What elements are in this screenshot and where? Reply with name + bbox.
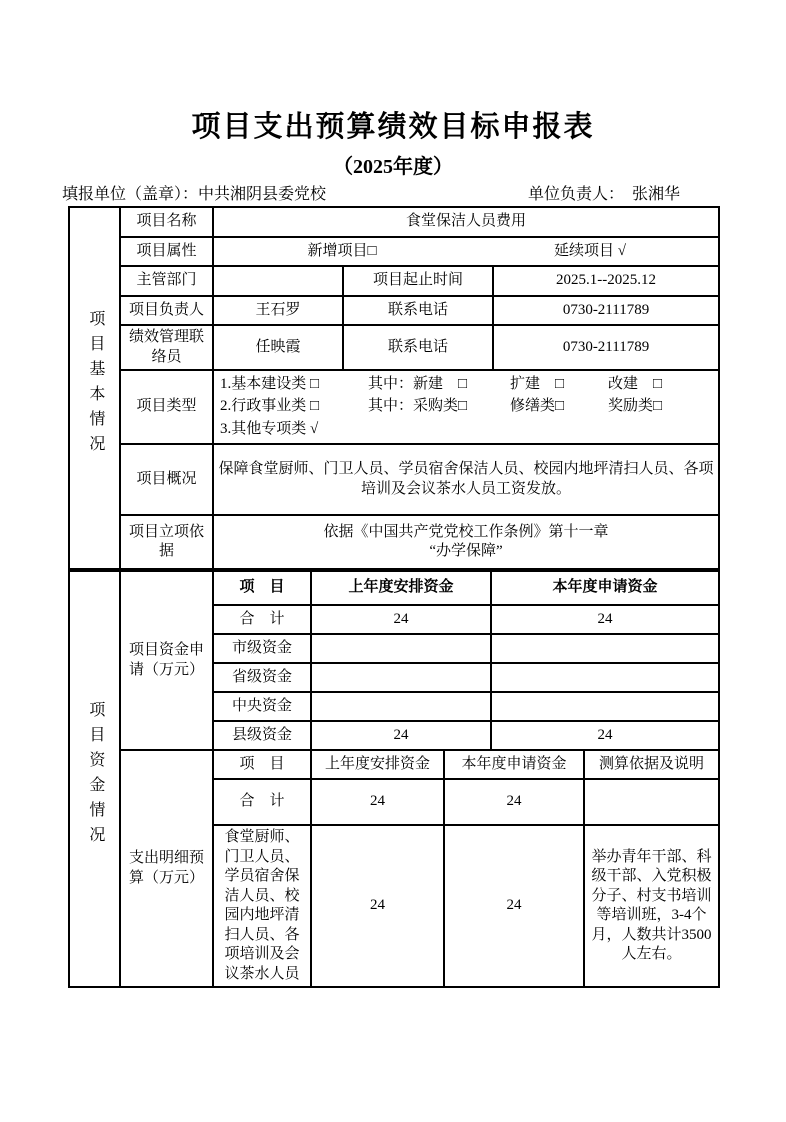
- request-col-header-prev-year: 上年度安排资金: [311, 571, 491, 605]
- header-info-row: [62, 181, 718, 204]
- request-row-label: 市级资金: [213, 634, 311, 663]
- detail-item-curr-value: 24: [444, 825, 584, 987]
- request-row-prev-value: 24: [311, 605, 491, 634]
- request-row-curr-value: [491, 634, 719, 663]
- detail-col-header-curr-year: 本年度申请资金: [444, 750, 584, 779]
- field-value-project-overview: 保障食堂厨师、门卫人员、学员宿舍保洁人员、校园内地坪清扫人员、各项培训及会议茶水人员工资发放。: [213, 444, 719, 515]
- field-label-leader-phone: 联系电话: [343, 296, 493, 325]
- field-value-leader-phone: 0730-2111789: [493, 296, 719, 325]
- field-label-project-period: 项目起止时间: [343, 266, 493, 296]
- project-basis-line1: 依据《中国共产党党校工作条例》第十一章: [323, 523, 609, 540]
- basic-info-table: [68, 206, 720, 570]
- field-value-contact-phone: 0730-2111789: [493, 325, 719, 370]
- project-type-option-checked: 3.其他专项类 √: [220, 420, 319, 437]
- section-funds-side-header: 项目资金情况: [69, 571, 120, 987]
- request-row-label: 中央资金: [213, 692, 311, 721]
- detail-col-header-item: 项 目: [213, 750, 311, 779]
- project-type-option: 改建 □: [608, 375, 663, 392]
- request-row-label: 合 计: [213, 605, 311, 634]
- request-row-prev-value: [311, 692, 491, 721]
- field-value-competent-department: [213, 266, 343, 296]
- field-label-project-type: 项目类型: [120, 370, 213, 444]
- funds-detail-label: 支出明细预算（万元）: [120, 750, 213, 987]
- detail-col-header-prev-year: 上年度安排资金: [311, 750, 444, 779]
- project-type-option: 1.基本建设类 □: [220, 375, 320, 392]
- field-value-project-name: 食堂保洁人员费用: [213, 207, 719, 237]
- request-row-prev-value: 24: [311, 721, 491, 750]
- reporting-unit-label: 填报单位（盖章）：: [62, 186, 199, 203]
- request-row-curr-value: 24: [491, 721, 719, 750]
- detail-total-curr-value: 24: [444, 779, 584, 825]
- project-basis-line2: “办学保障”: [429, 543, 503, 559]
- field-label-performance-contact: 绩效管理联络员: [120, 325, 213, 370]
- request-row-prev-value: [311, 663, 491, 692]
- field-label-project-basis: 项目立项依据: [120, 515, 213, 569]
- field-value-project-leader: 王石罗: [213, 296, 343, 325]
- funds-request-label: 项目资金申请（万元）: [120, 571, 213, 750]
- project-type-option: 其中：采购类□: [368, 398, 468, 415]
- page-subtitle: （2025年度）: [333, 156, 453, 178]
- unit-leader-label: 单位负责人：: [527, 186, 624, 203]
- section-basic-side-header: 项目基本情况: [69, 207, 120, 569]
- project-type-option: 2.行政事业类 □: [220, 398, 320, 415]
- attribute-option-new: 新增项目□: [307, 242, 377, 259]
- field-label-competent-department: 主管部门: [120, 266, 213, 296]
- field-label-contact-phone: 联系电话: [343, 325, 493, 370]
- form-body: [68, 206, 718, 988]
- project-type-option: 修缮类□: [510, 398, 565, 415]
- reporting-unit: [62, 181, 326, 204]
- request-row-label: 省级资金: [213, 663, 311, 692]
- field-label-project-name: 项目名称: [120, 207, 213, 237]
- request-col-header-item: 项 目: [213, 571, 311, 605]
- field-value-project-basis: [213, 515, 719, 569]
- detail-total-prev-value: 24: [311, 779, 444, 825]
- project-type-option: 奖励类□: [608, 398, 663, 415]
- request-row-curr-value: 24: [491, 605, 719, 634]
- field-label-project-overview: 项目概况: [120, 444, 213, 515]
- field-value-performance-contact: 任映霞: [213, 325, 343, 370]
- field-value-project-type: [213, 370, 719, 444]
- reporting-unit-value: 中共湘阴县委党校: [198, 186, 327, 203]
- request-row-curr-value: [491, 692, 719, 721]
- field-value-project-period: 2025.1--2025.12: [493, 266, 719, 296]
- request-row-label: 县级资金: [213, 721, 311, 750]
- request-row-prev-value: [311, 634, 491, 663]
- field-label-project-attribute: 项目属性: [120, 237, 213, 266]
- detail-item-prev-value: 24: [311, 825, 444, 987]
- project-type-option: 其中：新建 □: [368, 375, 468, 392]
- project-type-option: 扩建 □: [510, 375, 565, 392]
- detail-total-label: 合 计: [213, 779, 311, 825]
- detail-col-header-note: 测算依据及说明: [584, 750, 719, 779]
- field-label-project-leader: 项目负责人: [120, 296, 213, 325]
- unit-leader-value: 张湘华: [631, 186, 680, 203]
- request-col-header-curr-year: 本年度申请资金: [491, 571, 719, 605]
- field-value-project-attribute: [213, 237, 719, 266]
- detail-item-note: 举办青年干部、科级干部、入党积极分子、村支书培训等培训班，3-4个月，人数共计3500人左右。: [584, 825, 719, 987]
- funds-table: [68, 570, 720, 988]
- unit-leader: [528, 181, 680, 204]
- page-title: 项目支出预算绩效目标申报表: [191, 111, 595, 143]
- detail-total-note: [584, 779, 719, 825]
- detail-item-label: 食堂厨师、门卫人员、学员宿舍保洁人员、校园内地坪清扫人员、各项培训及会议茶水人员: [213, 825, 311, 987]
- attribute-option-continue: 延续项目 √: [554, 242, 627, 259]
- request-row-curr-value: [491, 663, 719, 692]
